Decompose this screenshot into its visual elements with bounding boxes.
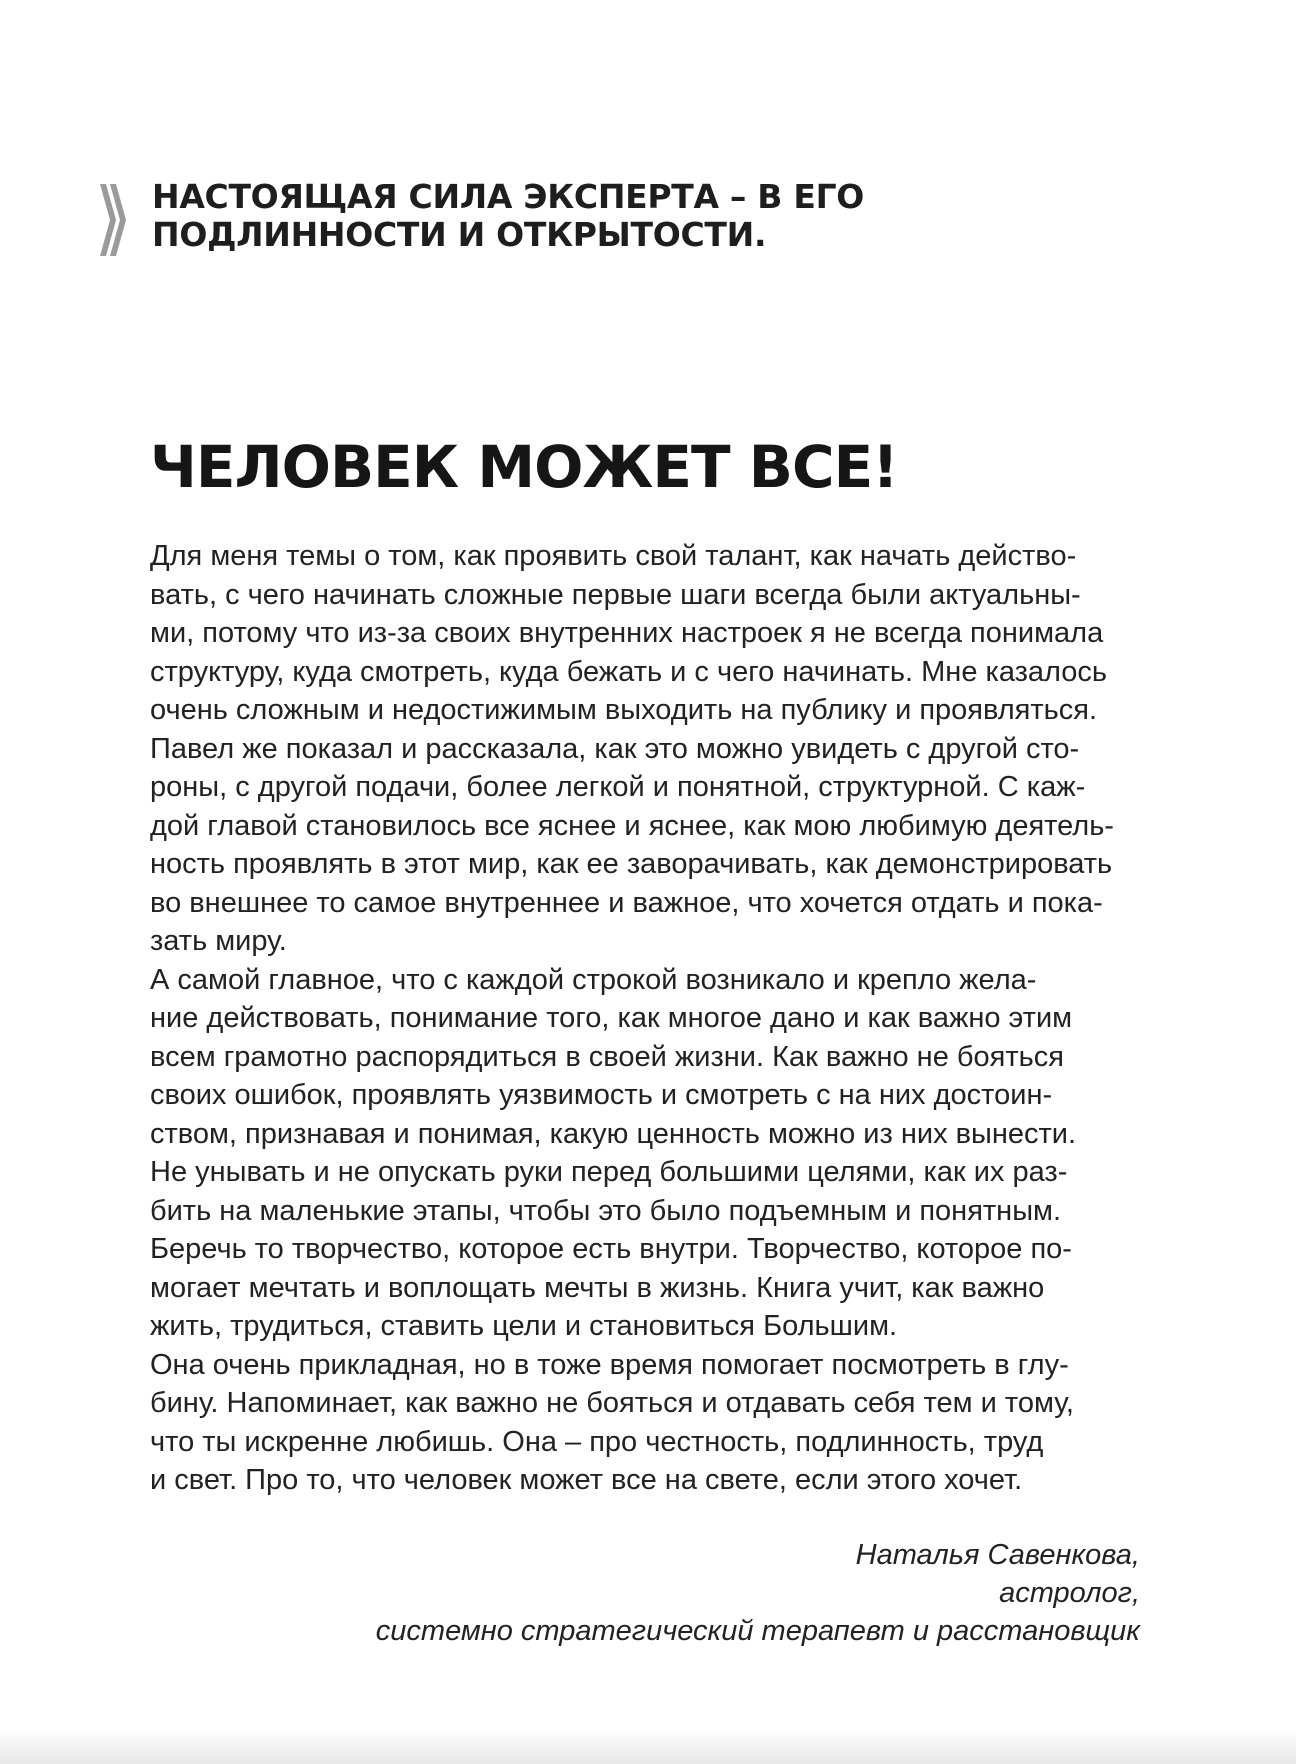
body-line: во внешнее то самое внутреннее и важное, что хочется отдать и пока- [150, 886, 1103, 919]
body-line: Не унывать и не опускать руки перед большими целями, как их раз- [150, 1156, 1068, 1188]
body-line: своих ошибок, проявлять уязвимость и смотреть с на них достоин- [150, 1079, 1053, 1111]
body-line: Она очень прикладная, но в тоже время помогает посмотреть в глу- [150, 1348, 1069, 1381]
author-role: астролог, [999, 1577, 1140, 1609]
body-line: ством, признавая и понимая, какую ценность можно из них вынести. [150, 1117, 1077, 1150]
body-line: и свет. Про то, что человек может все на свете, если этого хочет. [150, 1464, 1023, 1496]
body-line: зать миру. [150, 925, 287, 957]
body-line: А самой главное, что с каждой строкой возникало и крепло жела- [150, 963, 1037, 996]
pull-quote-line: ПОДЛИННОСТИ И ОТКРЫТОСТИ. [152, 215, 767, 254]
body-line: могает мечтать и воплощать мечты в жизнь. Книга учит, как важно [150, 1271, 1045, 1304]
page-bottom-shade [0, 1730, 1296, 1764]
body-text [150, 537, 1140, 1500]
body-line: бить на маленькие этапы, чтобы это было подъемным и понятным. [150, 1194, 1062, 1227]
body-line: структуру, куда смотреть, куда бежать и с чего начинать. Мне казалось [150, 655, 1108, 688]
body-line: ние действовать, понимание того, как многое дано и как важно этим [150, 1002, 1073, 1034]
pull-quote-text [152, 178, 972, 254]
pull-quote-line: НАСТОЯЩАЯ СИЛА ЭКСПЕРТА – В ЕГО [152, 177, 865, 216]
body-line: жить, трудиться, ставить цели и становиться Большим. [150, 1310, 898, 1342]
body-line: всем грамотно распорядиться в своей жизни. Как важно не бояться [150, 1040, 1064, 1073]
body-line: ность проявлять в этот мир, как ее заворачивать, как демонстрировать [150, 848, 1113, 880]
author-name: Наталья Савенкова, [855, 1539, 1140, 1571]
body-line: Для меня темы о том, как проявить свой талант, как начать действо- [150, 540, 1077, 572]
body-line: очень сложным и недостижимым выходить на публику и проявляться. [150, 694, 1098, 726]
body-line: что ты искренне любишь. Она – про честность, подлинность, труд [150, 1425, 1044, 1458]
body-line: ми, потому что из-за своих внутренних настроек я не всегда понимала [150, 617, 1104, 649]
body-line: роны, с другой подачи, более легкой и понятной, структурной. С каж- [150, 771, 1086, 803]
body-line: бину. Напоминает, как важно не бояться и отдавать себя тем и тому, [150, 1387, 1074, 1419]
author-signature [376, 1536, 1140, 1650]
body-line: Павел же показал и рассказала, как это можно увидеть с другой сто- [150, 732, 1080, 765]
body-line: вать, с чего начинать сложные первые шаги всегда были актуальны- [150, 578, 1081, 611]
author-role: системно стратегический терапевт и расстановщик [375, 1615, 1140, 1647]
double-chevron-right-icon [100, 184, 126, 256]
section-title: ЧЕЛОВЕК МОЖЕТ ВСЕ! [150, 433, 898, 501]
body-line: дой главой становилось все яснее и яснее, как мою любимую деятель- [150, 809, 1114, 842]
body-line: Беречь то творчество, которое есть внутри. Творчество, которое по- [150, 1233, 1072, 1265]
